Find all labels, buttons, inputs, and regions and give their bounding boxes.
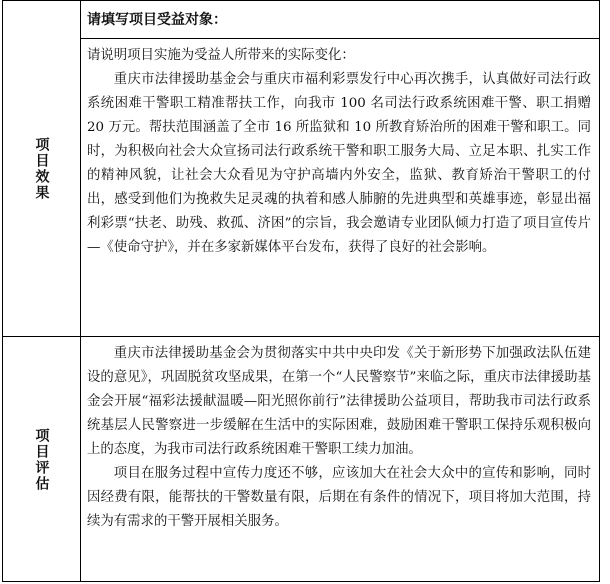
effect-paragraph: 重庆市法律援助基金会与重庆市福利彩票发行中心再次携手，认真做好司法行政系统困难干警职工精准帮扶工作，向我市 100 名司法行政系统困难干警、职工捐赠 20 万元。帮扶范围涵盖了全市 16 所监狱和 10 所教育矫治所的困难干警和职工。同时，为积极向社会大众宣扬司法行政系统干警和职工服务大局、立足本职、扎实工作的精神风貌，让社会大众看见为守护高墙内外安全，监狱、教育矫治干警职工的付出，感受到他们为挽救失足灵魂的执着和感人肺腑的先进典型和英雄事迹，彰显出福利彩票“扶老、助残、救孤、济困”的宗旨，我会邀请专业团队倾力打造了项目宣传片—《使命守护》，并在多家新媒体平台发布，获得了良好的社会影响。 xyxy=(87,72,591,255)
evaluation-row-label xyxy=(3,337,80,583)
heading-divider xyxy=(81,38,599,39)
effect-row-label xyxy=(3,1,80,336)
effect-label-text: 项目效果 xyxy=(33,136,50,201)
row-divider xyxy=(3,336,599,337)
change-prompt: 请说明项目实施为受益人所带来的实际变化： xyxy=(87,48,355,63)
evaluation-content xyxy=(87,342,591,534)
evaluation-label-text: 项目评估 xyxy=(33,428,50,492)
evaluation-paragraph-1: 重庆市法律援助基金会为贯彻落实中共中央印发《关于新形势下加强政法队伍建设的意见》，巩固脱贫攻坚成果，在第一个“人民警察节”来临之际，重庆市法律援助基金会开展“福彩法援献温暖—阳光照你前行”法律援助公益项目，帮助我市司法行政系统基层人民警察进一步缓解在生活中的实际困难，鼓励困难干警职工保持乐观积极向上的态度，为我市司法行政系统困难干警职工续力加油。 xyxy=(87,346,591,457)
project-table xyxy=(2,0,600,582)
effect-content xyxy=(87,44,591,260)
evaluation-paragraph-2: 项目在服务过程中宣传力度还不够，应该加大在社会大众中的宣传和影响，同时因经费有限，能帮扶的干警数量有限，后期在有条件的情况下，项目将加大范围，持续为有需求的干警开展相关服务。 xyxy=(87,466,591,529)
column-divider xyxy=(80,1,81,581)
beneficiary-heading: 请填写项目受益对象： xyxy=(87,12,227,28)
